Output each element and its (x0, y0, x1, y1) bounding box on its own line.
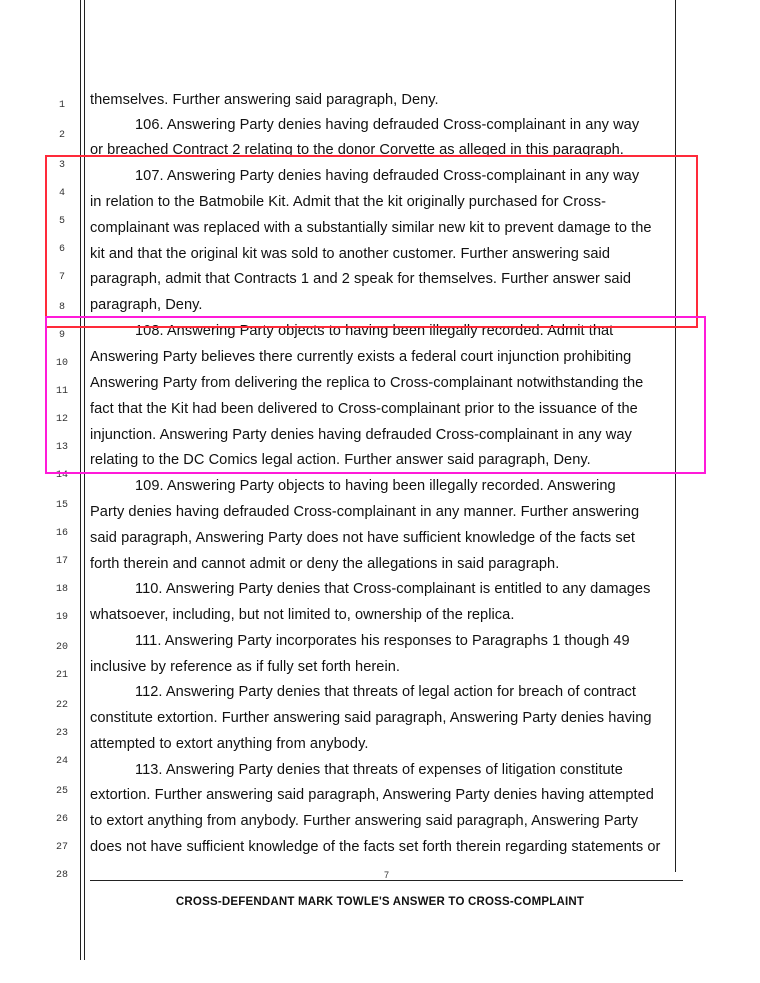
text-line: constitute extortion. Further answering said paragraph, Answering Party denies having (90, 710, 652, 726)
text-line: inclusive by reference as if fully set forth herein. (90, 659, 401, 675)
paragraph-start-line: 108. Answering Party objects to having been illegally recorded. Admit that (135, 323, 614, 339)
line-number: 3 (58, 160, 65, 171)
line-number: 25 (55, 786, 68, 797)
text-line: paragraph, Deny. (90, 297, 203, 313)
line-number: 7 (58, 272, 65, 283)
footer-rule (90, 880, 683, 881)
paragraph-start-line: 112. Answering Party denies that threats of legal action for breach of contract (135, 684, 636, 700)
line-number: 17 (55, 556, 68, 567)
paragraph-start-line: 111. Answering Party incorporates his responses to Paragraphs 1 though 49 (135, 633, 630, 649)
highlight-box-paragraph-108 (45, 316, 706, 474)
line-number: 8 (58, 302, 65, 313)
line-number: 10 (55, 358, 68, 369)
text-line: paragraph, admit that Contracts 1 and 2 speak for themselves. Further answer said (90, 271, 632, 287)
line-number: 19 (55, 612, 68, 623)
line-number: 11 (55, 386, 68, 397)
text-line: themselves. Further answering said paragraph, Deny. (90, 92, 439, 108)
text-line: does not have sufficient knowledge of the facts set forth therein regarding statements or (90, 839, 661, 855)
left-margin-rule-inner (84, 0, 85, 960)
text-line: relating to the DC Comics legal action. Further answer said paragraph, Deny. (90, 452, 591, 468)
line-number: 24 (55, 756, 68, 767)
line-number: 9 (58, 330, 65, 341)
line-number: 5 (58, 216, 65, 227)
text-line: kit and that the original kit was sold to another customer. Further answering said (90, 246, 611, 262)
text-line: whatsoever, including, but not limited to, ownership of the replica. (90, 607, 515, 623)
text-line: complainant was replaced with a substantially similar new kit to prevent damage to the (90, 220, 652, 236)
text-line: extortion. Further answering said paragraph, Answering Party denies having attempted (90, 787, 654, 803)
text-line: Answering Party believes there currently exists a federal court injunction prohibiting (90, 349, 632, 365)
text-line: injunction. Answering Party denies having defrauded Cross-complainant in any way (90, 427, 632, 443)
text-line: Party denies having defrauded Cross-complainant in any manner. Further answering (90, 504, 640, 520)
text-line: said paragraph, Answering Party does not have sufficient knowledge of the facts set (90, 530, 635, 546)
text-line: to extort anything from anybody. Further answering said paragraph, Answering Party (90, 813, 639, 829)
line-number: 12 (55, 414, 68, 425)
line-number: 26 (55, 814, 68, 825)
paragraph-start-line: 109. Answering Party objects to having been illegally recorded. Answering (135, 478, 616, 494)
line-number: 16 (55, 528, 68, 539)
line-number: 14 (55, 470, 68, 481)
highlight-box-paragraph-107 (45, 155, 698, 328)
line-number: 23 (55, 728, 68, 739)
page-number: 7 (384, 870, 390, 880)
line-number: 15 (55, 500, 68, 511)
line-number: 6 (58, 244, 65, 255)
line-number: 18 (55, 584, 68, 595)
text-line: attempted to extort anything from anybody. (90, 736, 369, 752)
line-number: 4 (58, 188, 65, 199)
line-number: 28 (55, 870, 68, 881)
left-margin-rule (80, 0, 81, 960)
paragraph-start-line: 107. Answering Party denies having defrauded Cross-complainant in any way (135, 168, 640, 184)
line-number: 2 (58, 130, 65, 141)
text-line: or breached Contract 2 relating to the donor Corvette as alleged in this paragraph. (90, 142, 624, 158)
line-number: 27 (55, 842, 68, 853)
text-line: forth therein and cannot admit or deny the allegations in said paragraph. (90, 556, 560, 572)
paragraph-start-line: 110. Answering Party denies that Cross-complainant is entitled to any damages (135, 581, 651, 597)
line-number: 20 (55, 642, 68, 653)
line-number: 13 (55, 442, 68, 453)
text-line: in relation to the Batmobile Kit. Admit that the kit originally purchased for Cross- (90, 194, 607, 210)
footer-title: CROSS-DEFENDANT MARK TOWLE'S ANSWER TO CROSS-COMPLAINT (175, 896, 585, 908)
paragraph-start-line: 113. Answering Party denies that threats of expenses of litigation constitute (135, 762, 623, 778)
text-line: Answering Party from delivering the replica to Cross-complainant notwithstanding the (90, 375, 644, 391)
line-number: 21 (55, 670, 68, 681)
line-number: 22 (55, 700, 68, 711)
text-line: fact that the Kit had been delivered to Cross-complainant prior to the issuance of the (90, 401, 638, 417)
paragraph-start-line: 106. Answering Party denies having defrauded Cross-complainant in any way (135, 117, 640, 133)
line-number: 1 (58, 100, 65, 111)
